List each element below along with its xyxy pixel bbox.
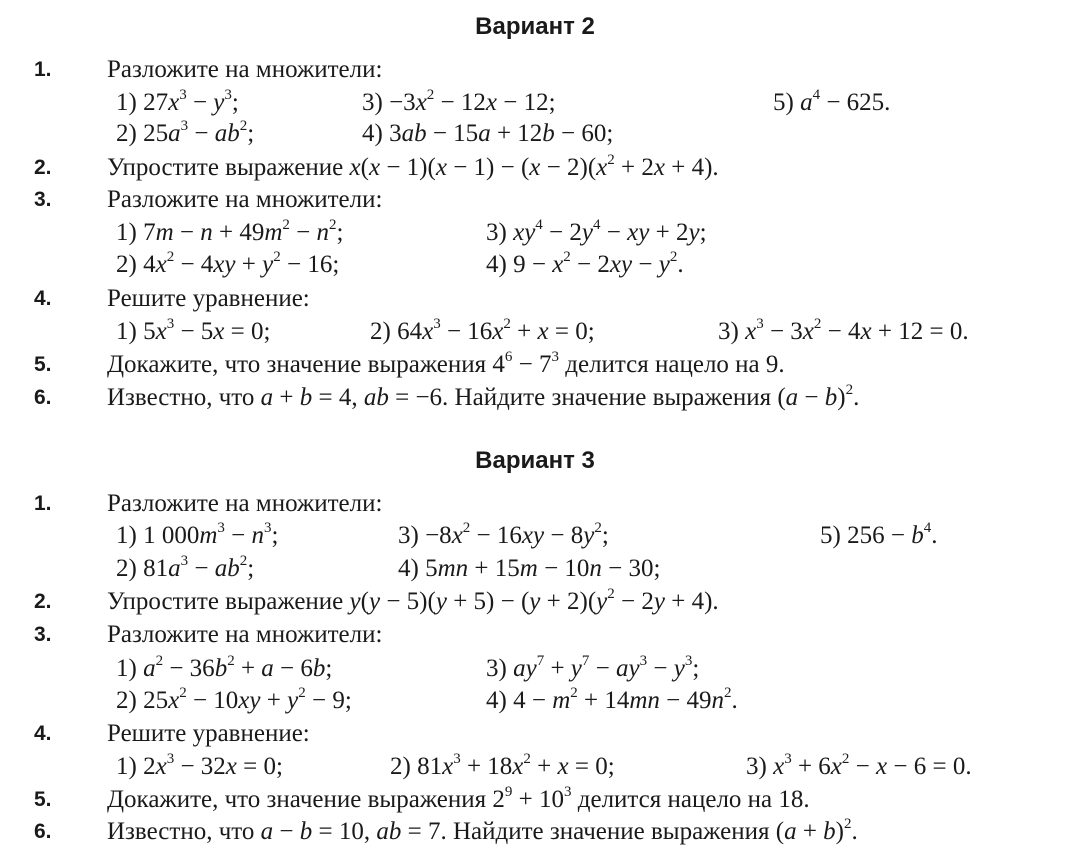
- v3-task-6-number: 6.: [34, 820, 52, 843]
- v2-task-1-number: 1.: [34, 58, 52, 81]
- variant-2-title: Вариант 2: [475, 13, 595, 40]
- v2-task-4-text: Решите уравнение:: [107, 285, 310, 312]
- v3-task-1-part-3: $3) -8x^2 - 16xy - 8y^2$;: [398, 520, 609, 549]
- v3-task-3-number: 3.: [34, 623, 52, 646]
- v3-task-4-part-2: 2) $81x^3 + 18x^2 + x = 0$;: [390, 751, 615, 780]
- v2-task-5-text: Докажите, что значение выражения $4^6 - 7^3$ делится нацело на 9.: [107, 349, 785, 378]
- v2-task-3-text: Разложите на множители:: [107, 186, 383, 213]
- v2-task-3-part-4: 4) $9 - x^2 - 2xy - y^2$.: [486, 249, 684, 278]
- v2-task-4-part-1: 1) $5x^3 - 5x = 0$;: [116, 316, 271, 345]
- v3-task-2-text: Упростите выражение $y(y - 5)(y + 5) - (y + 2)(y^2 - 2y + 4)$.: [107, 586, 719, 615]
- v2-task-1-part-4: 4) 3ab − 15a + 12b − 60;: [362, 120, 614, 147]
- v3-task-5-text: Докажите, что значение выражения $2^9 + 10^3$ делится нацело на 18.: [107, 784, 810, 813]
- v3-task-1-text: Разложите на множители:: [107, 490, 383, 517]
- v2-task-3-number: 3.: [34, 188, 52, 211]
- v2-task-4-part-2: 2) $64x^3 - 16x^2 + x = 0$;: [370, 316, 595, 345]
- v3-task-1-number: 1.: [34, 492, 52, 515]
- v3-task-4-part-3: 3) $x^3 + 6x^2 - x - 6 = 0$.: [746, 751, 972, 780]
- v2-task-3-part-3: 3) $xy^4 - 2y^4$ − xy + 2y;: [486, 217, 707, 246]
- v2-task-1-part-5: 5) $a^4 - 625$.: [773, 87, 891, 116]
- v2-task-1-part-1: 1) $27x^3 - y^3$;: [116, 87, 239, 116]
- v3-task-3-part-2: 2) $25x^2 - 10xy + y^2 - 9$;: [116, 685, 352, 714]
- v2-task-6-number: 6.: [34, 386, 52, 409]
- v2-task-1-part-3: $3) -3x^2 - 12x - 12$;: [362, 87, 556, 116]
- v3-task-5-number: 5.: [34, 788, 52, 811]
- v3-task-3-part-3: 3) $ay^7 + y^7 - ay^3 - y^3$;: [486, 653, 700, 682]
- v2-task-4-part-3: 3) $x^3 - 3x^2 - 4x + 12 = 0$.: [718, 316, 969, 345]
- variant-3-title: Вариант 3: [475, 447, 595, 474]
- v2-task-4-number: 4.: [34, 287, 52, 310]
- v3-task-3-text: Разложите на множители:: [107, 621, 383, 648]
- v2-task-5-number: 5.: [34, 353, 52, 376]
- v3-task-3-part-4: 4) $4 - m^2 + 14mn - 49n^2$.: [486, 685, 738, 714]
- v2-task-1-text: Разложите на множители:: [107, 56, 383, 83]
- v3-task-2-number: 2.: [34, 590, 52, 613]
- v2-task-1-part-2: 2) $25a^3 - ab^2$;: [116, 118, 255, 147]
- v2-task-3-part-2: 2) $4x^2 - 4xy + y^2 - 16$;: [116, 249, 340, 278]
- v3-task-1-part-1: 1) 1 $000m^3 - n^3$;: [116, 520, 279, 549]
- v2-task-2-number: 2.: [34, 156, 52, 179]
- v3-task-1-part-2: 2) $81a^3 - ab^2$;: [116, 553, 255, 582]
- v3-task-4-number: 4.: [34, 722, 52, 745]
- v2-task-6-text: Известно, что a + b = 4, ab = −6. Найдите значение выражения $(a - b)^2$.: [107, 382, 860, 411]
- v3-task-3-part-1: 1) $a^2 - 36b^2 + a - 6b$;: [116, 653, 333, 682]
- v3-task-6-text: Известно, что a − b = 10, ab = 7. Найдите значение выражения $(a + b)^2$.: [107, 816, 858, 845]
- v3-task-1-part-4: 4) 5mn + 15m − 10n − 30;: [398, 555, 661, 582]
- v3-task-4-part-1: 1) $2x^3 - 32x = 0$;: [116, 751, 283, 780]
- v2-task-3-part-1: 1) $7m - n + 49m^2 - n^2$;: [116, 217, 344, 246]
- v2-task-2-text: Упростите выражение $x(x - 1)(x - 1) - (x - 2)(x^2 + 2x + 4)$.: [107, 152, 719, 181]
- v3-task-4-text: Решите уравнение:: [107, 720, 310, 747]
- v3-task-1-part-5: 5) $256 - b^4$.: [820, 520, 938, 549]
